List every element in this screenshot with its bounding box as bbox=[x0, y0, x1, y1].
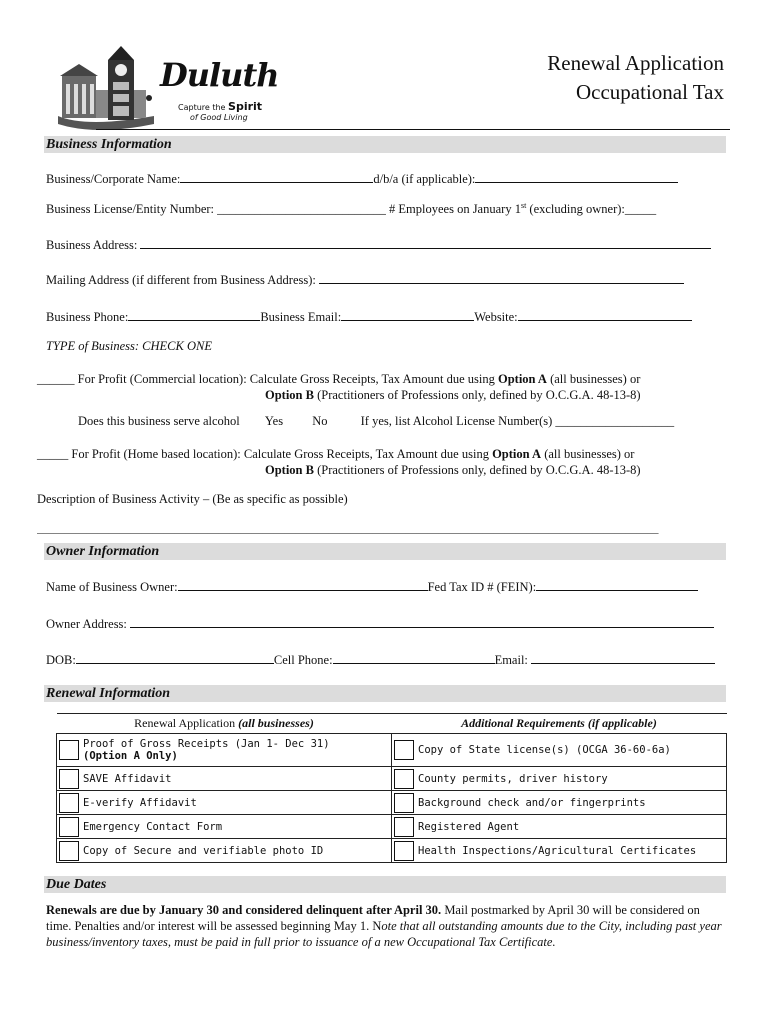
commercial-text-b: (all businesses) or bbox=[546, 372, 641, 386]
renewal-col-header-text: Renewal Application bbox=[134, 716, 239, 730]
gross-receipts-label: Proof of Gross Receipts (Jan 1- Dec 31) bbox=[83, 738, 330, 750]
owner-address-field[interactable] bbox=[130, 615, 714, 628]
renewal-col-header-em: (all businesses) bbox=[238, 716, 314, 730]
home-option-row bbox=[37, 447, 634, 462]
owner-information-header: Owner Information bbox=[44, 543, 726, 560]
table-row bbox=[57, 767, 727, 791]
business-email-field[interactable] bbox=[341, 308, 474, 321]
logo-tagline bbox=[178, 100, 262, 113]
commercial-option-a: Option A bbox=[497, 372, 547, 386]
business-address-row bbox=[46, 236, 711, 253]
owner-address-row bbox=[46, 615, 714, 632]
home-option-a: Option A bbox=[492, 447, 542, 461]
home-checkline[interactable]: _____ bbox=[37, 447, 69, 461]
save-affidavit-label: SAVE Affidavit bbox=[83, 772, 172, 785]
county-permits-checkbox[interactable] bbox=[394, 769, 414, 789]
business-contact-row bbox=[46, 308, 692, 325]
emergency-contact-checkbox[interactable] bbox=[59, 817, 79, 837]
commercial-text: For Profit (Commercial location): Calculate Gross Receipts, Tax Amount due using bbox=[74, 372, 498, 386]
cell-phone-field[interactable] bbox=[333, 651, 495, 664]
everify-checkbox[interactable] bbox=[59, 793, 79, 813]
gross-receipts-checkbox[interactable] bbox=[59, 740, 79, 760]
health-inspections-label: Health Inspections/Agricultural Certificates bbox=[418, 844, 697, 857]
alcohol-license-label: If yes, list Alcohol License Number(s) ___________________ bbox=[360, 414, 675, 428]
home-option-b: Option B bbox=[265, 463, 314, 477]
mailing-address-field[interactable] bbox=[319, 271, 684, 284]
business-address-label: Business Address: bbox=[46, 238, 138, 252]
emergency-contact-label: Emergency Contact Form bbox=[83, 820, 223, 833]
dba-label: d/b/a (if applicable): bbox=[373, 172, 476, 186]
everify-label: E-verify Affidavit bbox=[83, 796, 197, 809]
business-email-label: Business Email: bbox=[260, 310, 342, 324]
dob-field[interactable] bbox=[76, 651, 274, 664]
alcohol-row bbox=[78, 414, 674, 429]
mailing-address-row bbox=[46, 271, 684, 288]
alcohol-yes[interactable]: Yes bbox=[264, 414, 284, 428]
business-phone-label: Business Phone: bbox=[46, 310, 129, 324]
home-option-b-row bbox=[265, 463, 641, 478]
background-check-label: Background check and/or fingerprints bbox=[418, 796, 646, 809]
corp-name-field[interactable] bbox=[180, 170, 373, 183]
logo-tagline-1: Capture the bbox=[178, 103, 226, 112]
background-check-checkbox[interactable] bbox=[394, 793, 414, 813]
registered-agent-checkbox[interactable] bbox=[394, 817, 414, 837]
save-affidavit-checkbox[interactable] bbox=[59, 769, 79, 789]
dob-label: DOB: bbox=[46, 653, 76, 667]
form-subtitle: Occupational Tax bbox=[575, 80, 724, 104]
business-information-header: Business Information bbox=[44, 136, 726, 153]
home-text-b: (all businesses) or bbox=[541, 447, 635, 461]
commercial-option-b: Option B bbox=[265, 388, 314, 402]
description-field[interactable]: _________________________________________________________________________________________________________________ bbox=[37, 523, 659, 535]
fein-label: Fed Tax ID # (FEIN): bbox=[427, 580, 537, 594]
license-row bbox=[46, 201, 656, 217]
logo-tagline-spirit: Spirit bbox=[228, 100, 263, 113]
commercial-option-b-row bbox=[265, 388, 641, 403]
additional-col-header bbox=[392, 714, 727, 734]
home-option-b-text: (Practitioners of Professions only, defined by O.C.G.A. 48-13-8) bbox=[313, 463, 641, 477]
business-address-field[interactable] bbox=[140, 236, 711, 249]
renewal-information-header: Renewal Information bbox=[44, 685, 726, 702]
table-row bbox=[57, 815, 727, 839]
corp-name-label: Business/Corporate Name: bbox=[46, 172, 181, 186]
owner-name-row bbox=[46, 578, 698, 595]
description-label: Description of Business Activity – (Be as specific as possible) bbox=[37, 492, 348, 506]
form-title: Renewal Application bbox=[547, 51, 724, 75]
owner-email-label: Email: bbox=[494, 653, 528, 667]
requirements-header-row bbox=[57, 714, 727, 734]
due-dates-bold: Renewals are due by January 30 and considered delinquent after April 30. bbox=[46, 903, 442, 917]
mailing-address-label: Mailing Address (if different from Business Address): bbox=[46, 273, 316, 287]
cell-phone-label: Cell Phone: bbox=[273, 653, 333, 667]
health-inspections-checkbox[interactable] bbox=[394, 841, 414, 861]
requirements-table bbox=[56, 713, 727, 863]
alcohol-question: Does this business serve alcohol bbox=[78, 414, 240, 428]
alcohol-no[interactable]: No bbox=[312, 414, 328, 428]
state-license-checkbox[interactable] bbox=[394, 740, 414, 760]
business-phone-field[interactable] bbox=[128, 308, 260, 321]
due-dates-text: Mail postmarked by April 30 will be considered on time. Penalties and/or interest will be assessed beginning May 1. N bbox=[46, 903, 700, 933]
corp-name-row bbox=[46, 170, 678, 187]
website-label: Website: bbox=[474, 310, 518, 324]
business-type-label: TYPE of Business: CHECK ONE bbox=[46, 339, 212, 353]
employees-label: (excluding owner):_____ bbox=[526, 202, 657, 217]
photo-id-checkbox[interactable] bbox=[59, 841, 79, 861]
due-dates-header: Due Dates bbox=[44, 876, 726, 893]
logo-wordmark: Duluth bbox=[160, 56, 279, 94]
owner-email-field[interactable] bbox=[531, 651, 715, 664]
table-row bbox=[57, 839, 727, 863]
commercial-checkline[interactable]: ______ bbox=[37, 372, 75, 386]
fein-field[interactable] bbox=[536, 578, 698, 591]
registered-agent-label: Registered Agent bbox=[418, 820, 520, 833]
commercial-option-b-text: (Practitioners of Professions only, defined by O.C.G.A. 48-13-8) bbox=[313, 388, 641, 402]
owner-name-field[interactable] bbox=[178, 578, 428, 591]
license-sup: st bbox=[520, 201, 527, 210]
photo-id-label: Copy of Secure and verifiable photo ID bbox=[83, 844, 324, 857]
dba-field[interactable] bbox=[475, 170, 678, 183]
state-license-label: Copy of State license(s) (OCGA 36-60-6a) bbox=[418, 744, 671, 756]
gross-receipts-sub: (Option A Only) bbox=[83, 750, 178, 762]
owner-address-label: Owner Address: bbox=[46, 617, 127, 631]
website-field[interactable] bbox=[518, 308, 692, 321]
home-text: For Profit (Home based location): Calculate Gross Receipts, Tax Amount due using bbox=[68, 447, 493, 461]
header-divider bbox=[96, 129, 730, 130]
logo-tagline-2: of Good Living bbox=[190, 113, 248, 122]
table-row bbox=[57, 734, 727, 767]
city-logo bbox=[56, 46, 279, 132]
table-row bbox=[57, 791, 727, 815]
owner-contact-row bbox=[46, 651, 715, 668]
due-dates-paragraph bbox=[46, 902, 726, 950]
additional-col-header-text: Additional Requirements (if applicable) bbox=[461, 716, 657, 730]
commercial-option-row bbox=[37, 372, 640, 387]
license-label: Business License/Entity Number: ___________________________ # Employees on January 1 bbox=[46, 202, 521, 217]
due-dates-italic: ote that all outstanding amounts due to the City, including past year business/inventory taxes, must be paid in full prior to issuance of a new Occupational Tax Certificate. bbox=[46, 919, 722, 949]
county-permits-label: County permits, driver history bbox=[418, 772, 608, 785]
city-hall-icon bbox=[56, 46, 156, 132]
owner-name-label: Name of Business Owner: bbox=[46, 580, 178, 594]
renewal-col-header bbox=[57, 714, 392, 734]
